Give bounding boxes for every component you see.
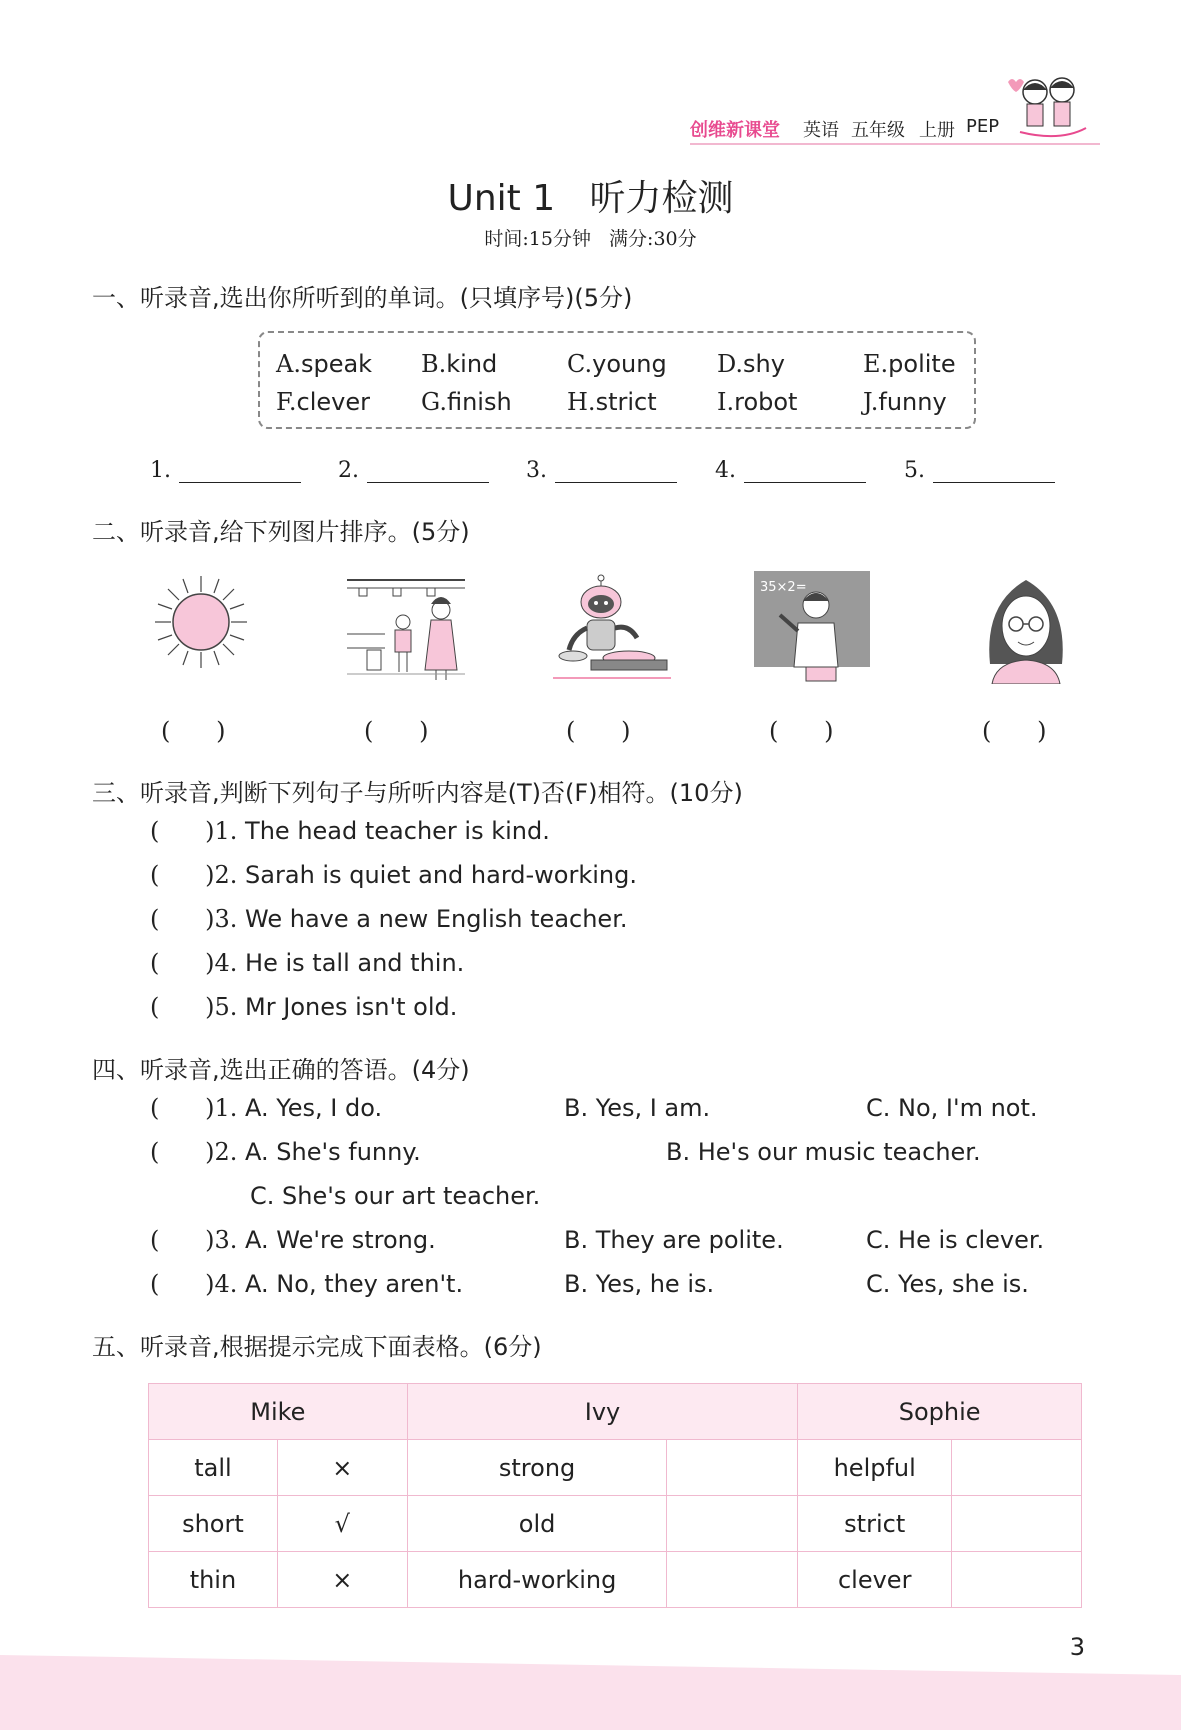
answer-blank-5[interactable]: 5. xyxy=(904,458,1055,483)
trait-cell: strict xyxy=(798,1496,952,1552)
trait-cell: short xyxy=(149,1496,278,1552)
header-subject: 英语 xyxy=(803,120,839,141)
mark-cell: × xyxy=(277,1440,407,1496)
table-row xyxy=(149,1440,1082,1496)
choice-item: ( )1. A. Yes, I do. xyxy=(150,1094,383,1122)
choice-option-c: C. He is clever. xyxy=(866,1226,1045,1254)
judgement-item: ( )4. He is tall and thin. xyxy=(150,949,465,977)
choice-option-b: B. Yes, he is. xyxy=(564,1270,715,1298)
exam-time-score: 时间:15分钟 满分:30分 xyxy=(484,228,697,250)
choice-option-b: B. They are polite. xyxy=(564,1226,784,1254)
word-option: G.finish xyxy=(421,388,512,416)
judgement-item: ( )5. Mr Jones isn't old. xyxy=(150,993,458,1021)
word-option: H.strict xyxy=(567,388,657,416)
teacher-blackboard-picture xyxy=(754,571,870,683)
trait-cell: helpful xyxy=(798,1440,952,1496)
picture-order-blank[interactable]: ( ) xyxy=(566,717,631,745)
section-2-heading: 二、听录音,给下列图片排序。(5分) xyxy=(92,518,470,546)
answer-paren[interactable]: ( ) xyxy=(150,949,215,977)
answer-paren[interactable]: ( ) xyxy=(150,861,215,889)
robot-cooking-picture xyxy=(551,574,673,682)
choice-option-b: B. Yes, I am. xyxy=(564,1094,711,1122)
mark-cell[interactable] xyxy=(952,1440,1082,1496)
word-option: E.polite xyxy=(863,350,956,378)
mark-cell[interactable] xyxy=(667,1440,798,1496)
header-grade: 五年级 xyxy=(851,120,905,141)
answer-paren[interactable]: ( ) xyxy=(150,817,215,845)
picture-order-blank[interactable]: ( ) xyxy=(364,717,429,745)
mark-cell: × xyxy=(277,1552,407,1608)
mark-cell[interactable] xyxy=(667,1496,798,1552)
family-picture xyxy=(345,574,467,682)
word-option: B.kind xyxy=(421,350,498,378)
choice-item: ( )2. A. She's funny. xyxy=(150,1138,421,1166)
trait-cell: hard-working xyxy=(407,1552,667,1608)
mark-cell[interactable] xyxy=(952,1496,1082,1552)
choice-option-c: C. No, I'm not. xyxy=(866,1094,1038,1122)
word-option: F.clever xyxy=(276,388,371,416)
word-option: C.young xyxy=(567,350,667,378)
judgement-item: ( )1. The head teacher is kind. xyxy=(150,817,550,845)
header-divider xyxy=(690,143,1100,145)
judgement-item: ( )2. Sarah is quiet and hard-working. xyxy=(150,861,637,889)
answer-paren[interactable]: ( ) xyxy=(150,1270,215,1298)
trait-cell: old xyxy=(407,1496,667,1552)
choice-option-b: B. He's our music teacher. xyxy=(666,1138,981,1166)
choice-option-c: C. Yes, she is. xyxy=(866,1270,1029,1298)
column-header-mike: Mike xyxy=(149,1384,408,1440)
page-title: Unit 1 听力检测 xyxy=(447,178,734,219)
header-edition: PEP xyxy=(966,116,1000,137)
trait-cell: tall xyxy=(149,1440,278,1496)
table-row xyxy=(149,1496,1082,1552)
mark-cell[interactable] xyxy=(667,1552,798,1608)
answer-paren[interactable]: ( ) xyxy=(150,993,215,1021)
section-1-heading: 一、听录音,选出你所听到的单词。(只填序号)(5分) xyxy=(92,284,633,312)
trait-cell: clever xyxy=(798,1552,952,1608)
judgement-item: ( )3. We have a new English teacher. xyxy=(150,905,628,933)
brand-name: 创维新课堂 xyxy=(690,120,780,141)
sun-picture xyxy=(153,574,249,670)
section-3-heading: 三、听录音,判断下列句子与所听内容是(T)否(F)相符。(10分) xyxy=(92,779,743,807)
column-header-sophie: Sophie xyxy=(798,1384,1082,1440)
trait-table xyxy=(148,1383,1082,1608)
section-4-heading: 四、听录音,选出正确的答语。(4分) xyxy=(92,1056,470,1084)
picture-order-blank[interactable]: ( ) xyxy=(161,717,226,745)
answer-paren[interactable]: ( ) xyxy=(150,1226,215,1254)
word-option: I.robot xyxy=(717,388,798,416)
answer-blank-2[interactable]: 2. xyxy=(338,458,489,483)
trait-cell: thin xyxy=(149,1552,278,1608)
choice-item: ( )4. A. No, they aren't. xyxy=(150,1270,464,1298)
blackboard-math: 35×2= xyxy=(760,580,807,595)
answer-paren[interactable]: ( ) xyxy=(150,1094,215,1122)
table-header-row xyxy=(149,1384,1082,1440)
word-option: A.speak xyxy=(276,350,373,378)
choice-option-c: C. She's our art teacher. xyxy=(250,1182,541,1210)
kids-logo xyxy=(1000,70,1090,150)
answer-blank-3[interactable]: 3. xyxy=(526,458,677,483)
answer-blank-1[interactable]: 1. xyxy=(150,458,301,483)
table-row xyxy=(149,1552,1082,1608)
choice-item: ( )3. A. We're strong. xyxy=(150,1226,436,1254)
answer-paren[interactable]: ( ) xyxy=(150,905,215,933)
section-5-heading: 五、听录音,根据提示完成下面表格。(6分) xyxy=(92,1333,542,1361)
picture-order-blank[interactable]: ( ) xyxy=(982,717,1047,745)
mark-cell[interactable] xyxy=(952,1552,1082,1608)
column-header-ivy: Ivy xyxy=(407,1384,798,1440)
header-volume: 上册 xyxy=(919,120,955,141)
word-option: J.funny xyxy=(863,388,947,416)
picture-order-blank[interactable]: ( ) xyxy=(769,717,834,745)
word-option: D.shy xyxy=(717,350,785,378)
girl-glasses-picture xyxy=(980,574,1072,684)
answer-blank-4[interactable]: 4. xyxy=(715,458,866,483)
trait-cell: strong xyxy=(407,1440,667,1496)
answer-paren[interactable]: ( ) xyxy=(150,1138,215,1166)
mark-cell: √ xyxy=(277,1496,407,1552)
footer-band xyxy=(0,1655,1181,1730)
page-number: 3 xyxy=(1069,1633,1085,1661)
